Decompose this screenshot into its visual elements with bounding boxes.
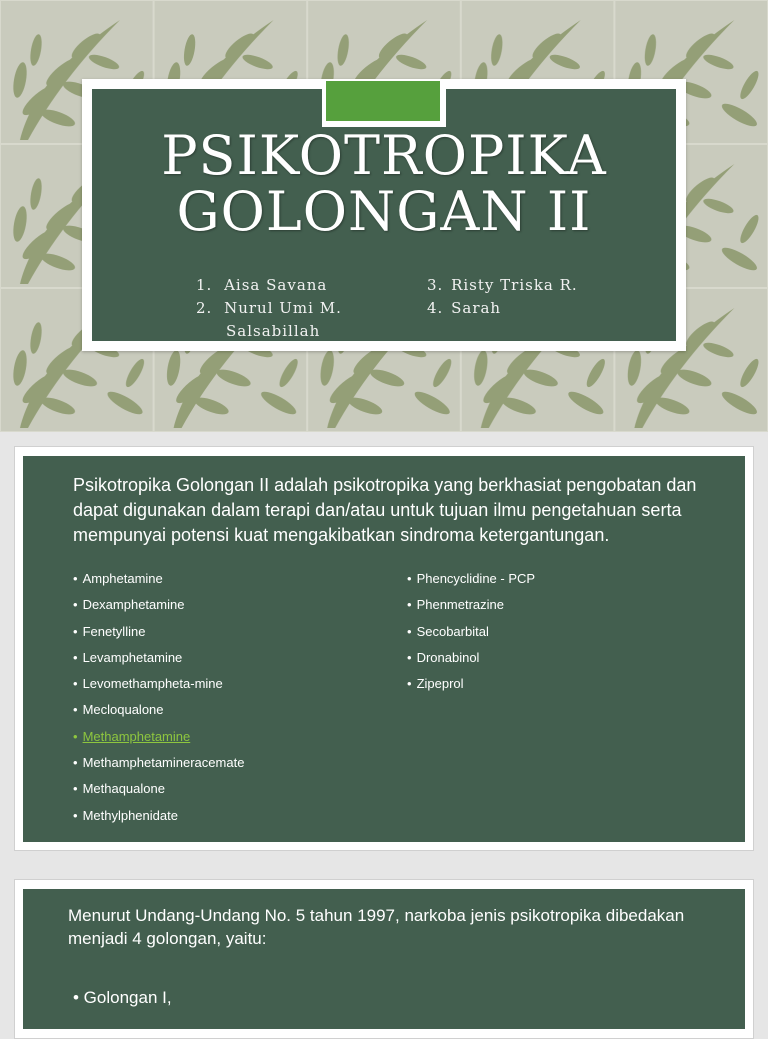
author-1 <box>196 275 327 295</box>
list-item: • Dronabinol <box>407 649 480 665</box>
author-4 <box>427 298 501 318</box>
bullet-icon: • <box>407 649 412 665</box>
author-number: 1. <box>196 276 213 294</box>
author-name: Risty Triska R. <box>451 276 578 294</box>
bullet-icon: • <box>73 755 78 771</box>
bullet-icon: • <box>73 728 78 744</box>
author-name: Salsabillah <box>226 322 321 340</box>
author-name: Nurul Umi M. <box>224 299 342 317</box>
bullet-icon: • <box>407 676 412 692</box>
list-item: • Methaqualone <box>73 781 165 797</box>
list-item: • Methamphetamineracemate <box>73 755 245 771</box>
bullet-icon: • <box>73 702 78 718</box>
bullet-icon: • <box>73 807 78 823</box>
author-number: 4. <box>427 299 444 317</box>
list-item: • Fenetylline <box>73 623 146 639</box>
list-item-link[interactable] <box>73 730 244 756</box>
author-name: Sarah <box>451 299 502 317</box>
list-item: • Mecloqualone <box>73 702 164 718</box>
slide-title-line1: PSIKOTROPIKA <box>161 124 607 187</box>
author-2 <box>196 298 342 318</box>
bullet-icon: • <box>73 571 78 586</box>
list-item: • Phencyclidine - PCP <box>407 571 536 586</box>
substance-list-right <box>407 572 535 703</box>
list-item: • Zipeprol <box>407 676 464 692</box>
author-3 <box>427 275 578 295</box>
author-number: 2. <box>196 299 213 317</box>
bullet-icon: • <box>73 597 78 613</box>
definition-text: Psikotropika Golongan II adalah psikotropika yang berkhasiat pengobatan dan dapat digunakan dalam terapi dan/atau untuk tujuan ilmu pengetahuan serta mempunyai potensi kuat mengakibatkan sindroma ketergantungan. <box>73 475 697 545</box>
list-item: • Secobarbital <box>407 623 489 639</box>
methamphetamine-link[interactable]: Methamphetamine <box>82 728 191 744</box>
bullet-icon: • <box>407 571 412 586</box>
author-2-continued <box>226 321 320 341</box>
list-item: • Phenmetrazine <box>407 597 505 613</box>
green-tab <box>326 81 440 121</box>
bullet-icon: • <box>407 623 412 639</box>
list-item: • Levomethampheta-mine <box>73 676 223 692</box>
list-item: • Levamphetamine <box>73 649 183 665</box>
list-item: • Amphetamine <box>73 571 163 586</box>
substance-list-left <box>73 572 244 835</box>
bullet-icon: • <box>73 623 78 639</box>
slide-title-line2: GOLONGAN II <box>176 180 592 243</box>
bullet-icon: • <box>73 676 78 692</box>
bullet-icon: • <box>73 781 78 797</box>
list-item: • Dexamphetamine <box>73 597 185 613</box>
classification-text: Menurut Undang-Undang No. 5 tahun 1997, narkoba jenis psikotropika dibedakan menjadi 4 golongan, yaitu: <box>68 906 685 948</box>
bullet-icon: • <box>73 649 78 665</box>
bullet-icon: • <box>407 597 412 613</box>
author-name: Aisa Savana <box>224 276 328 294</box>
golongan-item: • Golongan I, <box>73 988 172 1007</box>
title-slide <box>0 0 768 432</box>
list-item: • Methylphenidate <box>73 807 178 823</box>
author-number: 3. <box>427 276 444 294</box>
